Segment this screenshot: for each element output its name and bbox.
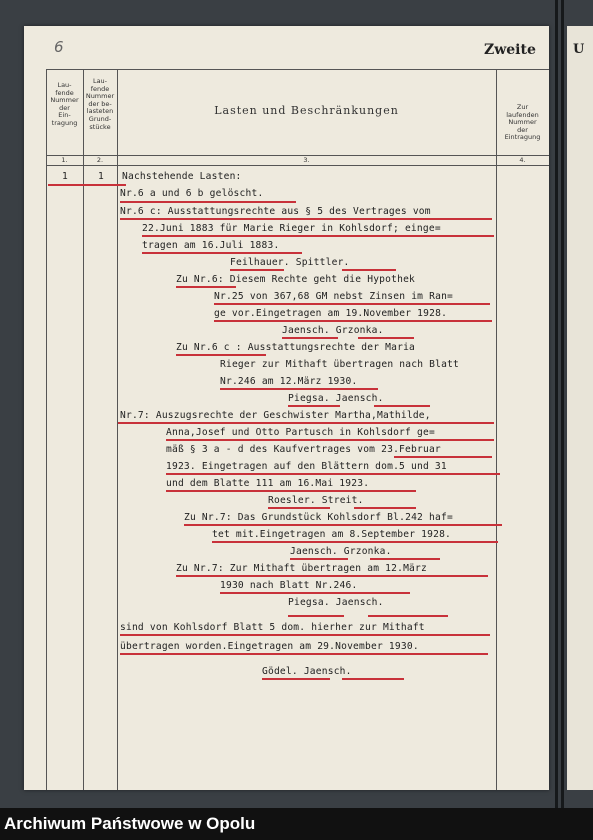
entry-number: 1 <box>62 171 68 182</box>
text-line: 1923. Eingetragen auf den Blättern dom.5 und 31 <box>166 461 447 472</box>
red-underline <box>288 615 344 617</box>
red-underline <box>358 337 414 339</box>
red-underline <box>288 405 340 407</box>
binding-rail <box>555 0 558 808</box>
text-line: ge vor.Eingetragen am 19.November 1928. <box>214 308 448 319</box>
text-line: mäß § 3 a - d des Kaufvertrages vom 23.Februar <box>166 444 441 455</box>
number-row-rule <box>46 165 549 166</box>
text-line: 1930 nach Blatt Nr.246. <box>220 580 358 591</box>
text-line: Nr.7: Auszugsrechte der Geschwister Martha,Mathilde, <box>120 410 431 421</box>
column-rule <box>117 69 118 790</box>
red-underline <box>368 615 448 617</box>
signature-line: Piegsa. Jaensch. <box>288 393 384 404</box>
text-line: Anna,Josef und Otto Partusch in Kohlsdorf ge= <box>166 427 435 438</box>
text-line: und dem Blatte 111 am 16.Mai 1923. <box>166 478 370 489</box>
red-underline <box>342 678 404 680</box>
red-underline <box>120 201 296 203</box>
text-line: Nachstehende Lasten: <box>122 171 242 182</box>
red-underline <box>212 541 498 543</box>
text-line: Nr.6 a und 6 b gelöscht. <box>120 188 264 199</box>
entry-underline <box>48 184 126 186</box>
column-header-reference: Zur laufenden Nummer der Eintragung <box>504 103 541 142</box>
red-underline <box>142 252 302 254</box>
text-line: Nr.25 von 367,68 GM nebst Zinsen im Ran= <box>214 291 454 302</box>
red-underline <box>342 269 396 271</box>
archive-footer <box>0 808 593 840</box>
red-underline <box>394 456 492 458</box>
red-underline <box>290 558 348 560</box>
red-underline <box>354 507 416 509</box>
column-header-burdens: Lasten und Beschränkungen <box>214 104 399 117</box>
red-underline <box>166 490 416 492</box>
red-underline <box>142 235 494 237</box>
binding-rail <box>561 0 564 808</box>
column-rule <box>83 69 84 790</box>
signature-line: Piegsa. Jaensch. <box>288 597 384 608</box>
red-underline <box>120 634 490 636</box>
column-number: 4. <box>519 156 526 164</box>
column-number: 2. <box>96 156 104 164</box>
adjacent-page-heading: U <box>573 42 585 57</box>
table-top-rule <box>46 69 549 70</box>
text-line: tragen am 16.Juli 1883. <box>142 240 280 251</box>
signature-line: Roesler. Streit. <box>268 495 364 506</box>
column-header-entry-number: Lau- fende Nummer der Ein- tragung <box>50 81 79 127</box>
text-line: sind von Kohlsdorf Blatt 5 dom. hierher zur Mithaft <box>120 622 425 633</box>
archive-name: Archiwum Państwowe w Opolu <box>4 814 256 833</box>
red-underline <box>268 507 330 509</box>
red-underline <box>230 269 284 271</box>
column-header-plot-number: Lau- fende Nummer der be- lasteten Grund- stücke <box>85 77 115 131</box>
red-underline <box>370 558 440 560</box>
text-line: Zu Nr.6 c : Ausstattungsrechte der Maria <box>176 342 416 353</box>
red-underline <box>176 575 488 577</box>
adjacent-page <box>567 26 593 790</box>
document-page <box>24 26 549 790</box>
text-line: Nr.6 c: Ausstattungsrechte aus § 5 des Vertrages vom <box>120 206 431 217</box>
text-line: Zu Nr.6: Diesem Rechte geht die Hypothek <box>176 274 416 285</box>
header-bottom-rule <box>46 155 549 156</box>
text-line: Rieger zur Mithaft übertragen nach Blatt <box>220 359 460 370</box>
red-underline <box>214 303 490 305</box>
red-underline <box>374 405 430 407</box>
red-underline <box>166 473 500 475</box>
column-rule <box>46 69 47 790</box>
signature-line: Jaensch. Grzonka. <box>290 546 392 557</box>
red-underline <box>120 653 488 655</box>
text-line: Nr.246 am 12.März 1930. <box>220 376 358 387</box>
corner-pencil-mark: 6 <box>54 38 64 56</box>
red-underline <box>262 678 330 680</box>
red-underline <box>176 354 266 356</box>
text-line: Zu Nr.7: Das Grundstück Kohlsdorf Bl.242 haf= <box>184 512 453 523</box>
signature-line: Feilhauer. Spittler. <box>230 257 350 268</box>
red-underline <box>220 388 378 390</box>
column-number: 3. <box>303 156 310 164</box>
text-line: übertragen worden.Eingetragen am 29.November 1930. <box>120 641 419 652</box>
red-underline <box>120 218 492 220</box>
red-underline <box>220 592 410 594</box>
red-underline <box>176 286 236 288</box>
red-underline <box>282 337 338 339</box>
page-header-title: Zweite <box>484 42 536 58</box>
text-line: Zu Nr.7: Zur Mithaft übertragen am 12.März <box>176 563 427 574</box>
text-line: 22.Juni 1883 für Marie Rieger in Kohlsdorf; einge= <box>142 223 441 234</box>
column-number: 1. <box>61 156 68 164</box>
red-underline <box>184 524 502 526</box>
red-underline <box>166 439 494 441</box>
signature-line: Gödel. Jaensch. <box>262 666 352 677</box>
text-line: tet mit.Eingetragen am 8.September 1928. <box>212 529 452 540</box>
plot-number: 1 <box>98 171 104 182</box>
red-underline <box>118 422 494 424</box>
column-rule <box>496 69 497 790</box>
signature-line: Jaensch. Grzonka. <box>282 325 384 336</box>
red-underline <box>214 320 492 322</box>
